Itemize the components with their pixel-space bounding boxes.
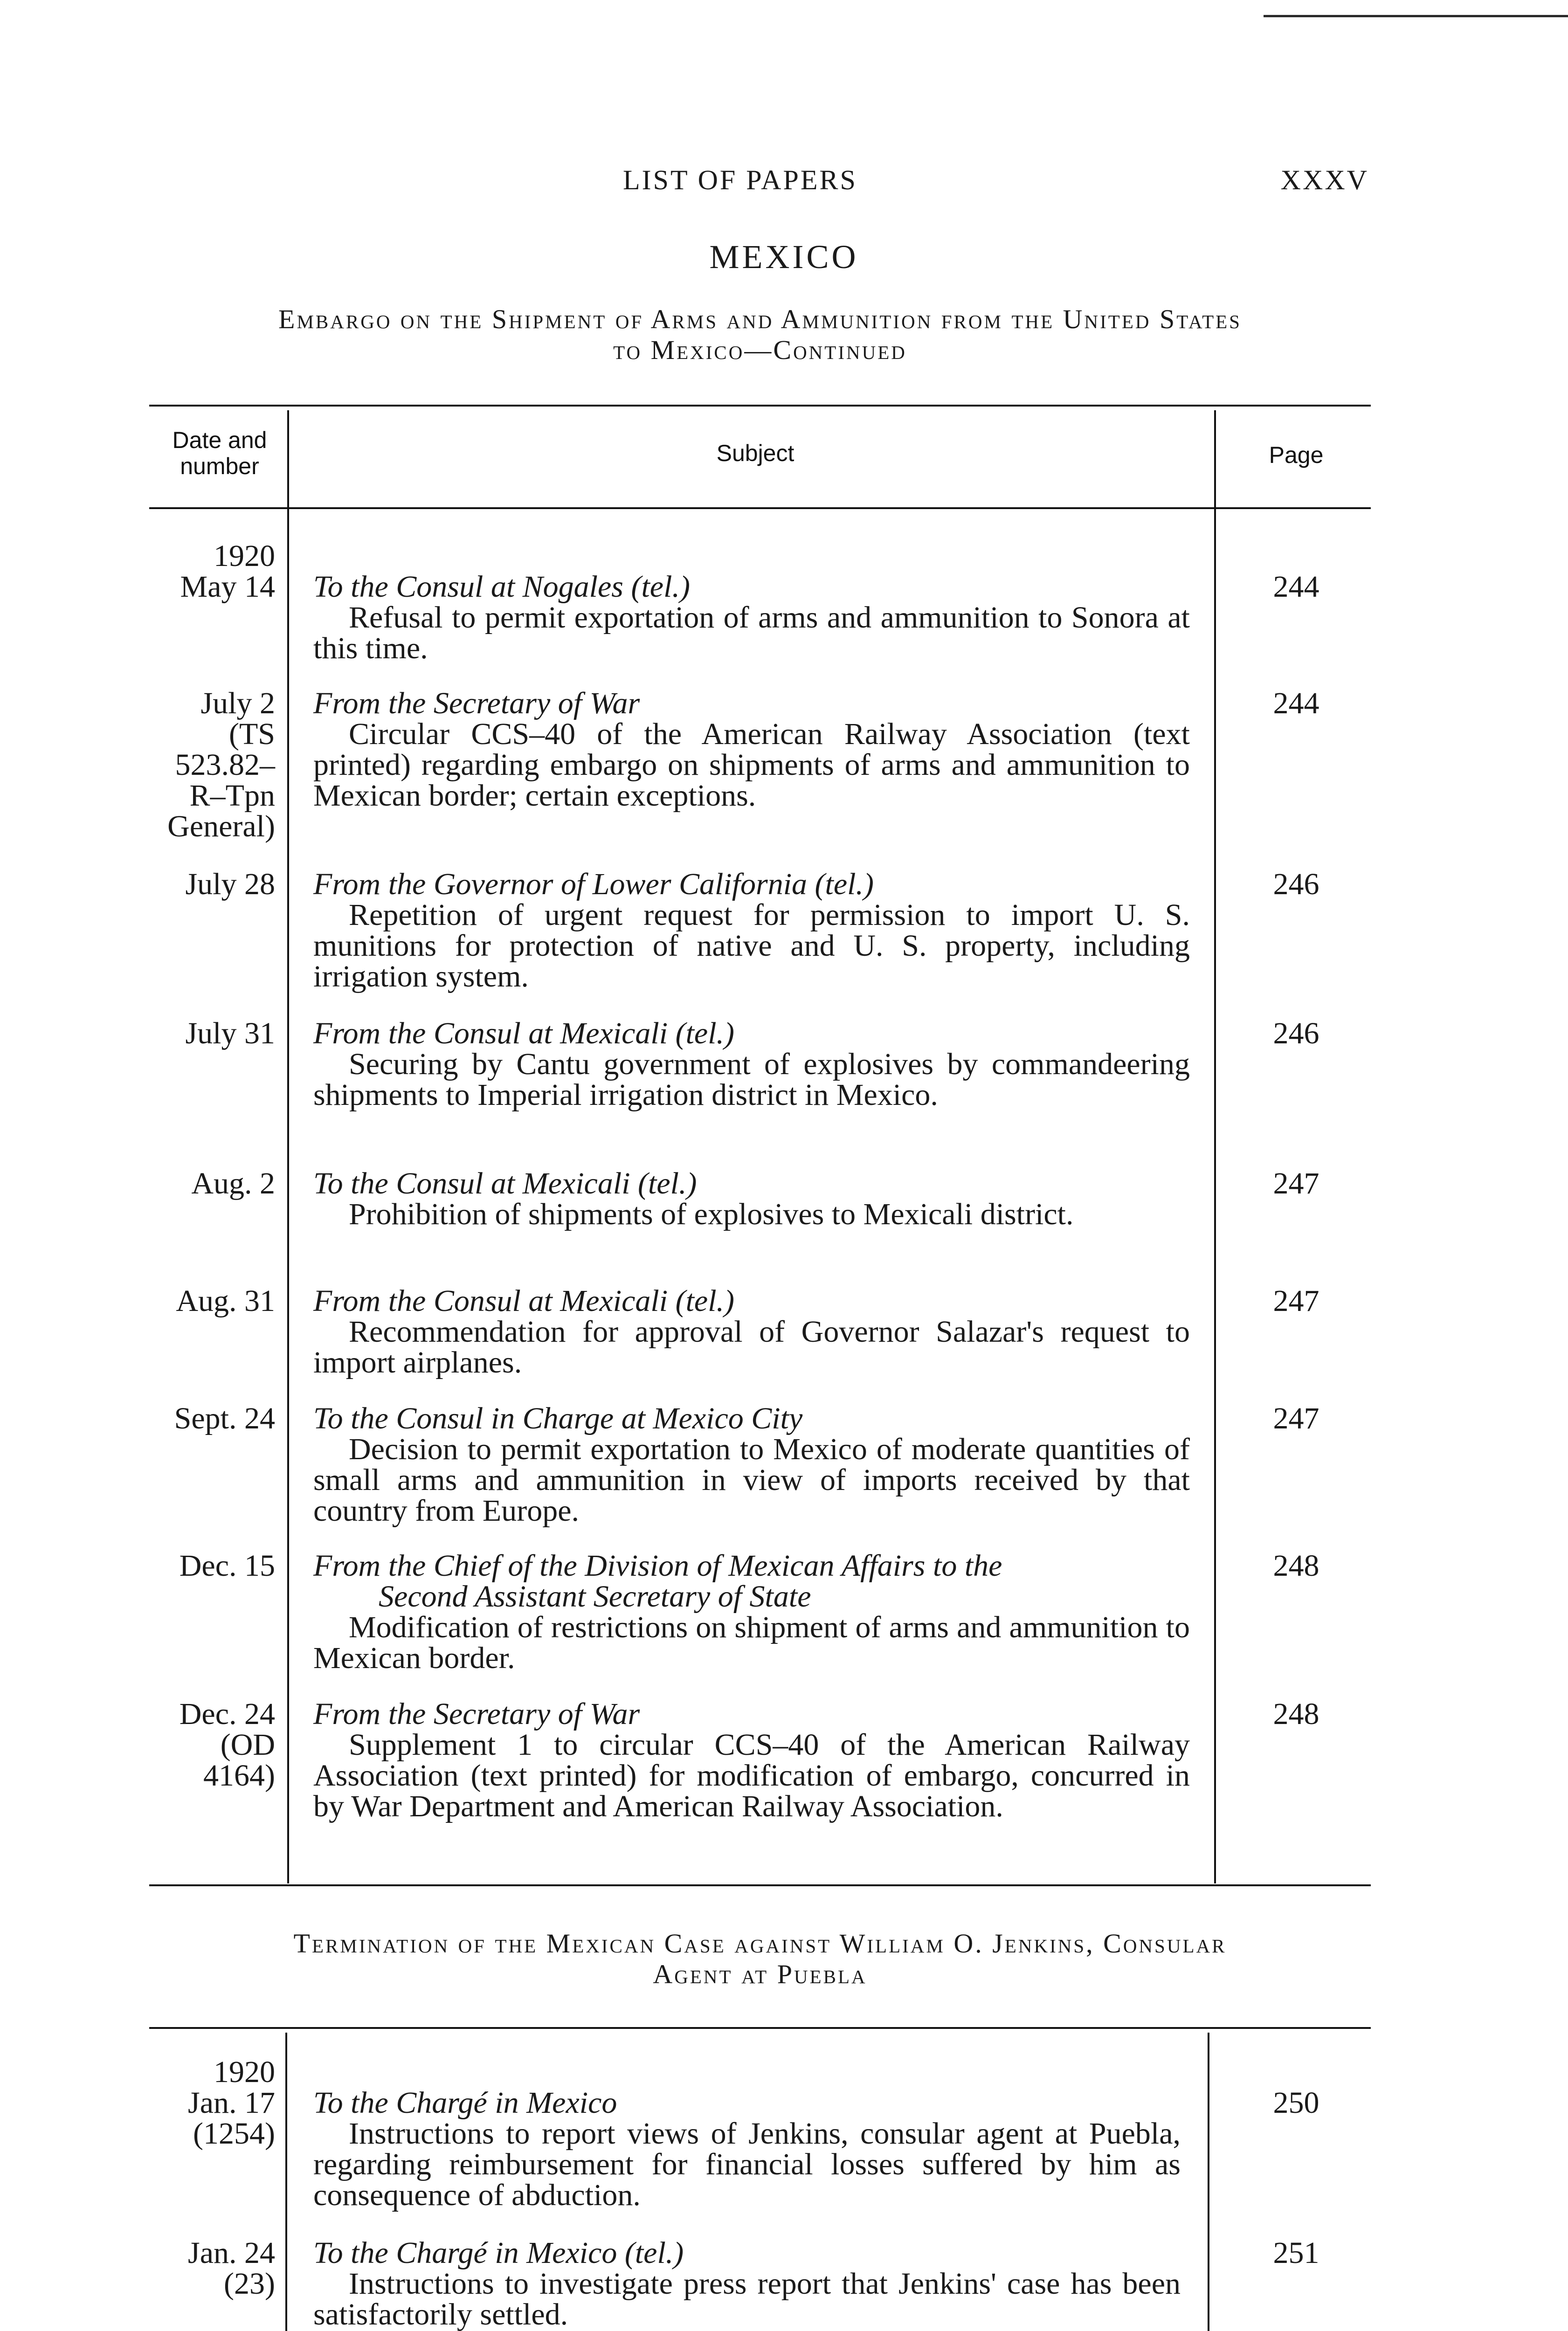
entry-title: To the Consul at Mexicali (tel.) [313,1166,697,1200]
entry-subject [313,2088,1181,2211]
entry-description: Repetition of urgent request for permission to import U. S. munitions for protection of native and U. S. property, including irrigation system. [313,898,1190,993]
entry-description: Recommendation for approval of Governor Salazar's request to import airplanes. [313,1315,1190,1379]
column-divider [1214,410,1216,1883]
entry-date: July 2 (TS 523.82– R–Tpn General) [167,686,275,843]
entry-date: Aug. 31 [176,1284,275,1318]
entry-date: Dec. 24 (OD 4164) [179,1697,275,1793]
entry-description: Refusal to permit exportation of arms and ammunition to Sonora at this time. [313,600,1190,665]
year-label: 1920 [214,2055,275,2089]
entry-subject [313,1403,1190,1526]
section-heading-line: Agent at Puebla [653,1959,867,1989]
entry-subject [313,1551,1190,1674]
column-divider [285,2033,287,2331]
entry-date: Aug. 2 [191,1166,275,1200]
top-edge-rule [1264,15,1568,17]
entry-title: From the Secretary of War [313,686,640,720]
entry-page: 248 [1273,1549,1319,1583]
entry-date: Jan. 17 (1254) [188,2086,275,2151]
section-heading-line: to Mexico—Continued [613,335,907,365]
section-heading-embargo [149,304,1371,366]
entry-page: 247 [1273,1284,1319,1318]
entry-subject [313,869,1190,992]
entry-date: May 14 [180,570,275,604]
table-top-rule [149,405,1371,407]
entry-description: Securing by Cantu government of explosives by commandeering shipments to Imperial irrigation district in Mexico. [313,1047,1190,1112]
entry-subject [313,1168,1190,1230]
entry-subject [313,1286,1190,1378]
column-divider [287,410,289,1883]
entry-date: Jan. 24 (23) [188,2236,275,2301]
running-head-page-numeral: XXXV [1280,165,1369,195]
column-divider [1208,2033,1209,2331]
entry-page: 244 [1273,570,1319,604]
country-heading: MEXICO [709,238,859,276]
entry-subject [313,688,1190,811]
entry-date: Dec. 15 [179,1549,275,1583]
entry-description: Instructions to report views of Jenkins, consular agent at Puebla, regarding reimbursement for financial losses suffered by him as consequence of abduction. [313,2117,1181,2212]
entry-page: 250 [1273,2086,1319,2120]
entry-date: Sept. 24 [174,1401,275,1435]
table-top-rule [149,2027,1371,2029]
column-header-page: Page [1269,442,1324,468]
entry-description: Decision to permit exportation to Mexico of moderate quantities of small arms and ammunition in view of imports received by that country from Europe. [313,1432,1190,1528]
entry-title-continuation: Second Assistant Secretary of State [379,1579,811,1614]
year-label: 1920 [214,539,275,573]
entry-title: From the Consul at Mexicali (tel.) [313,1284,735,1318]
entry-date: July 31 [185,1016,275,1050]
entry-description: Instructions to investigate press report that Jenkins' case has been satisfactorily settled. [313,2267,1181,2331]
section-heading-line: Embargo on the Shipment of Arms and Ammunition from the United States [278,304,1242,334]
entry-title: From the Secretary of War [313,1697,640,1731]
entry-subject [313,1699,1190,1822]
running-head-title: LIST OF PAPERS [623,165,857,195]
entry-title: To the Consul at Nogales (tel.) [313,570,690,604]
entry-description: Prohibition of shipments of explosives to Mexicali district. [349,1197,1074,1231]
entry-title: To the Chargé in Mexico [313,2086,617,2120]
table-bottom-rule [149,1884,1371,1886]
entry-description: Supplement 1 to circular CCS–40 of the American Railway Association (text printed) for modification of embargo, concurred in by War Department and American Railway Association. [313,1728,1190,1823]
section-heading-jenkins-case [149,1928,1371,1990]
entry-page: 246 [1273,1016,1319,1050]
column-header-date: Date and number [172,427,267,479]
entry-page: 247 [1273,1401,1319,1435]
entry-title: From the Governor of Lower California (tel.) [313,867,874,901]
entry-subject [313,1018,1190,1110]
entry-page: 246 [1273,867,1319,901]
table-header-rule [149,507,1371,509]
entry-subject [313,572,1190,664]
entry-title: To the Consul in Charge at Mexico City [313,1401,803,1435]
entry-date: July 28 [185,867,275,901]
column-header-subject: Subject [716,440,794,466]
entry-title: To the Chargé in Mexico (tel.) [313,2236,684,2270]
entry-description: Modification of restrictions on shipment of arms and ammunition to Mexican border. [313,1610,1190,1675]
entry-description: Circular CCS–40 of the American Railway Association (text printed) regarding embargo on shipments of arms and ammunition to Mexican border; certain exceptions. [313,717,1190,813]
entry-page: 244 [1273,686,1319,720]
entry-title: From the Consul at Mexicali (tel.) [313,1016,735,1050]
entry-page: 251 [1273,2236,1319,2270]
entry-page: 247 [1273,1166,1319,1200]
section-heading-line: Termination of the Mexican Case against William O. Jenkins, Consular [293,1928,1227,1959]
entry-subject [313,2238,1181,2330]
entry-page: 248 [1273,1697,1319,1731]
entry-title: From the Chief of the Division of Mexican Affairs to the [313,1549,1002,1583]
